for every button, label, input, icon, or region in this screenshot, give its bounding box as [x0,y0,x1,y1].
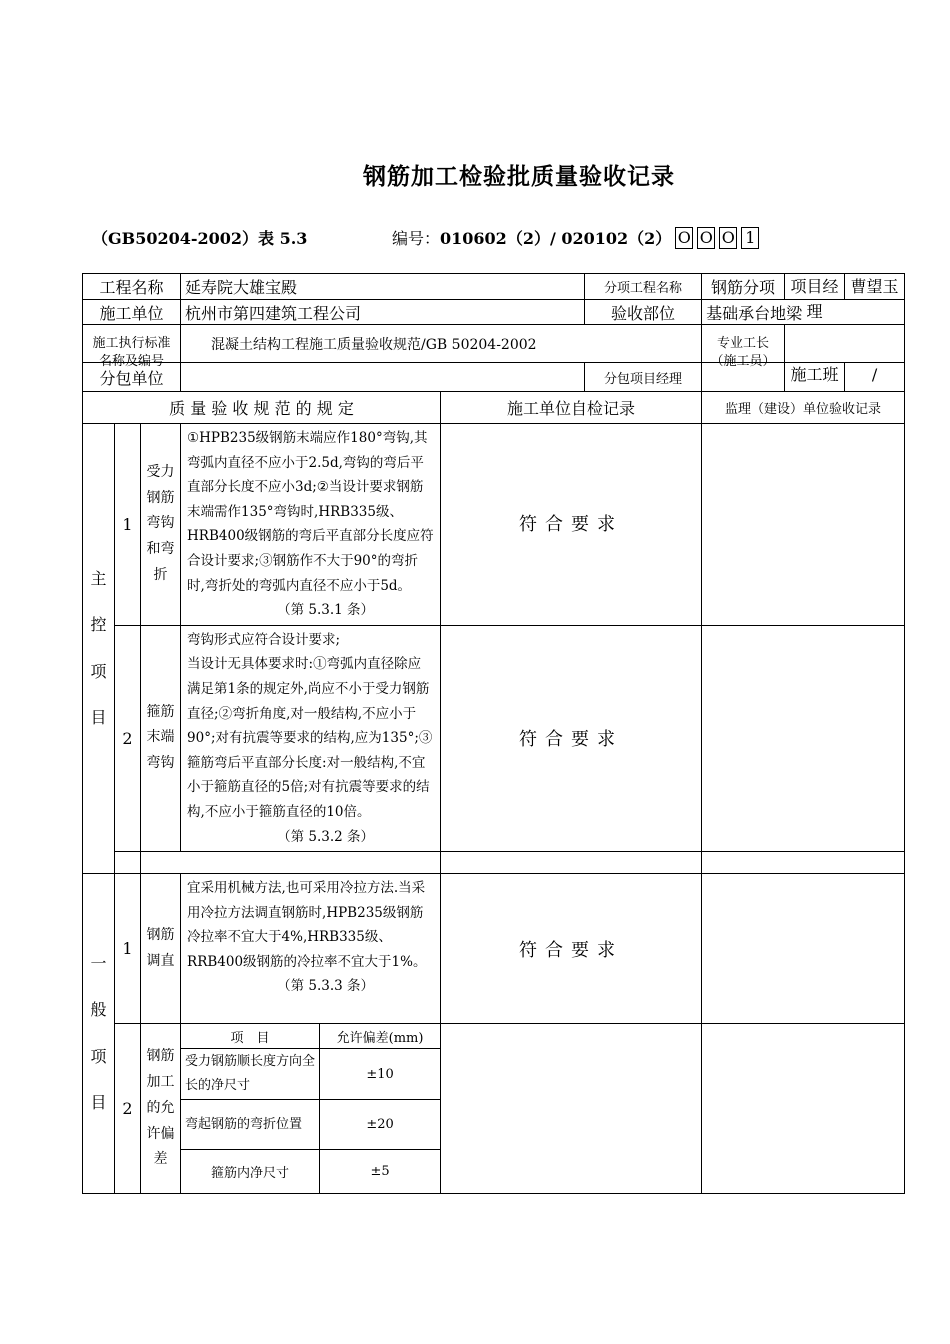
measurement-grid [702,1024,905,1194]
supervisor-result [702,625,905,851]
self-check-result: 符合要求 [441,625,702,851]
supervisor-column-header: 监理（建设）单位验收记录 [702,392,905,424]
tolerance-item: 箍筋内净尺寸 [181,1150,320,1194]
item-name: 钢筋 调直 [141,874,181,1024]
subitem-value: 钢筋分项 [702,274,785,300]
measurement-grid [441,1024,702,1194]
spec-reference: （第 5.3.1 条） [277,602,375,619]
spec-text: 弯钩形式应符合设计要求; 当设计无具体要求时:①弯弧内直径除应满足第1条的规定外,尚应不小于受力钢筋直径;②弯折角度,对一般结构,不应小于90°;对有抗震等要求的结构,应为135°;③箍筋弯后平直部分长度:对一般结构,不宜小于箍筋直径的5倍;对有抗震等要求的结构,不应小于箍筋直径的10倍。 （第 5.3.2 条） [181,625,441,851]
standard-label: 施工执行标准名称及编号 [92,335,171,369]
supervisor-result [702,424,905,626]
item-name: 钢筋 加工 的允 许偏 差 [141,1024,181,1194]
spec-text: ①HPB235级钢筋末端应作180°弯钩,其弯弧内直径不应小于2.5d,弯钩的弯后平直部分长度不应小3d;②当设计要求钢筋末端需作135°弯钩时,HRB335级、HRB400级钢筋的弯后平直部分长度应符合设计要求;③钢筋作不大于90°的弯折时,弯折处的弯弧内直径不应小于5d。 （第 5.3.1 条） [181,424,441,626]
spec-reference: （第 5.3.2 条） [277,828,375,845]
inspection-table [82,273,905,1194]
pm-value: 曹望玉 [850,277,899,296]
project-name-value: 延寿院大雄宝殿 [181,274,585,300]
foreman-value [785,325,905,363]
project-name-label: 工程名称 [83,274,181,300]
general-section-label: 一 般 项 目 [83,874,115,1194]
supervisor-result [702,874,905,1024]
location-value: 基础承台地梁 [702,300,905,325]
foreman-label: 专业工长（施工员） [710,335,776,369]
contractor-label: 施工单位 [83,300,181,325]
tolerance-value: ±10 [320,1049,441,1100]
number-box: 1 [741,227,759,249]
spec-text: 宜采用机械方法,也可采用冷拉方法.当采用冷拉方法调直钢筋时,HPB235级钢筋冷拉率不宜大于4%,HRB335级、RRB400级钢筋的冷拉率不宜大于1%。 （第 5.3.3 条） [181,874,441,1024]
standard-value: 混凝土结构工程施工质量验收规范/GB 50204-2002 [181,325,702,363]
contractor-value: 杭州市第四建筑工程公司 [181,300,585,325]
pm-label: 项目经理 [785,274,845,299]
sub-pm-label: 分包项目经理 [585,363,702,392]
item-name: 箍筋 末端 弯钩 [141,625,181,851]
standard-code: （GB50204-2002）表 5.3 [92,229,308,248]
spec-reference: （第 5.3.3 条） [277,978,375,995]
page-title: 钢筋加工检验批质量验收记录 [363,163,675,190]
number-box: O [675,227,693,249]
main-control-section-label: 主 控 项 目 [83,424,115,874]
self-check-column-header: 施工单位自检记录 [441,392,702,424]
location-label: 验收部位 [585,300,702,325]
subitem-label: 分项工程名称 [585,274,702,300]
item-number: 1 [115,424,141,626]
team-value: / [871,365,878,384]
number-value: 010602（2）/ 020102（2） [440,229,672,248]
tolerance-item-header: 项 目 [181,1024,320,1049]
item-number: 2 [115,1024,141,1194]
tolerance-value-header: 允许偏差(mm) [320,1024,441,1049]
item-number: 1 [115,874,141,1024]
tolerance-item: 受力钢筋顺长度方向全长的净尺寸 [181,1049,320,1100]
subcontractor-label: 分包单位 [83,363,181,392]
record-number [392,226,759,249]
spec-column-header: 质 量 验 收 规 范 的 规 定 [83,392,441,424]
number-box: O [697,227,715,249]
self-check-result: 符合要求 [441,424,702,626]
number-label: 编号： [392,229,441,248]
self-check-result: 符合要求 [441,874,702,1024]
item-name: 受力 钢筋 弯钩 和弯 折 [141,424,181,626]
tolerance-value: ±5 [320,1150,441,1194]
item-number: 2 [115,625,141,851]
number-box: O [719,227,737,249]
tolerance-item: 弯起钢筋的弯折位置 [181,1100,320,1150]
team-label: 施工班 [785,363,845,391]
tolerance-value: ±20 [320,1100,441,1150]
subcontractor-value [181,363,585,392]
